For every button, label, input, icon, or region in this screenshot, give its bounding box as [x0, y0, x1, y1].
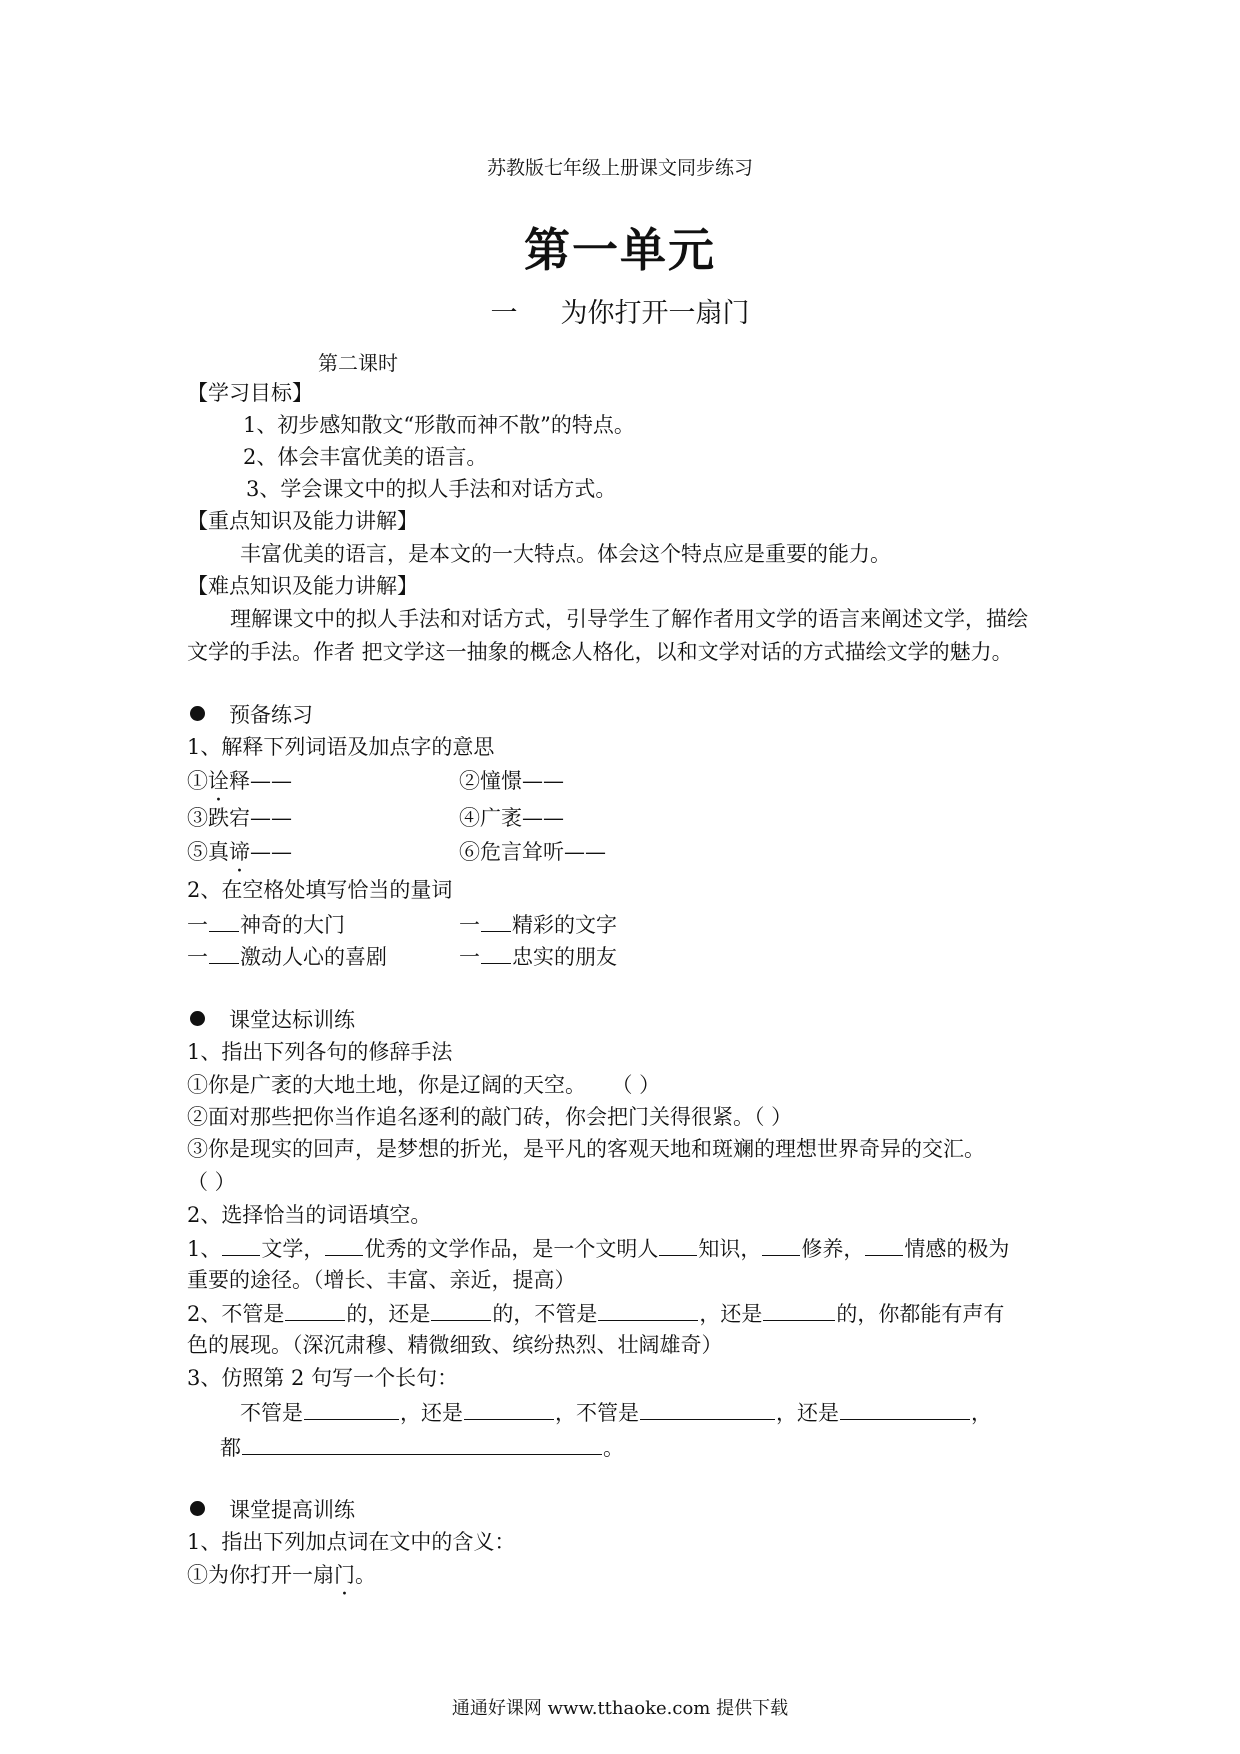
classroom-question-2: 2、选择恰当的词语填空。 — [187, 1203, 432, 1227]
fill-sentence-1: 1、 文学， 优秀的文学作品，是一个文明人 知识， 修养， 情感的极为 — [187, 1233, 1009, 1263]
imitation-sentence: 不管是 ，还是 ，不管是 ，还是 ， — [240, 1397, 992, 1427]
unit-title: 第一单元 — [524, 223, 716, 277]
measure-word-item-3: 一 激动人心的喜剧 — [187, 941, 387, 971]
measure-word-item-2: 一 精彩的文字 — [459, 909, 617, 939]
lesson-title: 为你打开一扇门 — [560, 298, 750, 329]
difficult-points-line-2: 文学的手法。作者 把文学这一抽象的概念人格化，以和文学对话的方式描绘文学的魅力。 — [187, 640, 1013, 664]
fill-blank[interactable] — [640, 1397, 775, 1420]
fill-blank[interactable] — [464, 1397, 554, 1420]
lesson-number: 一 — [490, 298, 518, 329]
fill-blank[interactable] — [209, 941, 239, 964]
answer-parens[interactable]: （ ） — [187, 1170, 236, 1194]
vocab-item-6: ⑥危言耸听—— — [459, 840, 606, 864]
fill-blank[interactable] — [222, 1233, 260, 1256]
vocab-item-1: ①诠释—— — [187, 769, 292, 793]
fill-sentence-2: 2、不管是 的，还是 的，不管是 ，还是 的，你都能有声有 — [187, 1298, 1004, 1328]
goal-item-1: 1、初步感知散文“形散而神不散”的特点。 — [243, 413, 635, 437]
classroom-question-3: 3、仿照第 2 句写一个长句： — [187, 1366, 459, 1390]
measure-word-item-1: 一 神奇的大门 — [187, 909, 345, 939]
bullet-icon — [190, 706, 205, 721]
answer-parens[interactable]: （ ） — [622, 1073, 661, 1097]
fill-blank[interactable] — [762, 1233, 800, 1256]
fill-blank[interactable] — [325, 1233, 363, 1256]
vocab-item-5: ⑤真谛—— — [187, 840, 292, 864]
advanced-item-1: ①为你打开一扇门。 — [187, 1563, 376, 1587]
difficult-points-line-1: 理解课文中的拟人手法和对话方式，引导学生了解作者用文学的语言来阐述文学，描绘 — [230, 607, 1028, 631]
fill-sentence-1-options: 重要的途径。（增长、丰富、亲近，提高） — [187, 1268, 576, 1292]
dotted-char: 门 — [334, 1563, 355, 1587]
fill-blank[interactable] — [481, 941, 511, 964]
difficult-points-heading: 【难点知识及能力讲解】 — [187, 574, 418, 598]
goal-item-3: 3、学会课文中的拟人手法和对话方式。 — [246, 477, 617, 501]
fill-blank[interactable] — [659, 1233, 697, 1256]
prep-question-2: 2、在空格处填写恰当的量词 — [187, 878, 453, 902]
fill-sentence-2-options: 色的展现。（深沉肃穆、精微细致、缤纷热烈、壮阔雄奇） — [187, 1333, 723, 1357]
advanced-section-heading: 课堂提高训练 — [190, 1496, 355, 1524]
answer-parens[interactable]: （ ） — [754, 1105, 793, 1129]
prep-question-1: 1、解释下列词语及加点字的意思 — [187, 735, 495, 759]
fill-blank[interactable] — [242, 1432, 602, 1455]
fill-blank[interactable] — [865, 1233, 903, 1256]
fill-blank[interactable] — [285, 1298, 345, 1321]
fill-blank[interactable] — [840, 1397, 970, 1420]
page-footer: 通通好课网 www.tthaoke.com 提供下载 — [451, 1698, 789, 1719]
goals-heading: 【学习目标】 — [187, 381, 313, 405]
fill-blank[interactable] — [598, 1298, 698, 1321]
rhetoric-sentence-1: ①你是广袤的大地土地，你是辽阔的天空。 （ ） — [187, 1073, 661, 1097]
document-subtitle: 苏教版七年级上册课文同步练习 — [486, 157, 753, 179]
prep-section-heading: 预备练习 — [190, 701, 313, 729]
fill-blank[interactable] — [304, 1397, 399, 1420]
vocab-item-2: ②憧憬—— — [459, 769, 564, 793]
dotted-char: 谛 — [229, 840, 250, 864]
goal-item-2: 2、体会丰富优美的语言。 — [243, 445, 488, 469]
vocab-item-4: ④广袤—— — [459, 806, 564, 830]
fill-blank[interactable] — [481, 909, 511, 932]
advanced-question-1: 1、指出下列加点词在文中的含义： — [187, 1530, 516, 1554]
key-points-heading: 【重点知识及能力讲解】 — [187, 509, 418, 533]
fill-blank[interactable] — [431, 1298, 491, 1321]
bullet-icon — [190, 1501, 205, 1516]
dotted-char: 诠 — [208, 769, 229, 793]
classroom-section-heading: 课堂达标训练 — [190, 1006, 355, 1034]
bullet-icon — [190, 1011, 205, 1026]
fill-blank[interactable] — [763, 1298, 835, 1321]
lesson-title-line — [0, 297, 1240, 331]
vocab-item-3: ③跌宕—— — [187, 806, 292, 830]
fill-blank[interactable] — [209, 909, 239, 932]
imitation-sentence-end: 都 。 — [220, 1432, 624, 1462]
measure-word-item-4: 一 忠实的朋友 — [459, 941, 617, 971]
key-points-text: 丰富优美的语言，是本文的一大特点。体会这个特点应是重要的能力。 — [240, 542, 891, 566]
classroom-question-1: 1、指出下列各句的修辞手法 — [187, 1040, 453, 1064]
rhetoric-sentence-3: ③你是现实的回声，是梦想的折光，是平凡的客观天地和斑斓的理想世界奇异的交汇。 — [187, 1137, 985, 1161]
rhetoric-sentence-2: ②面对那些把你当作追名逐利的敲门砖，你会把门关得很紧。（ ） — [187, 1105, 793, 1129]
period-label: 第二课时 — [318, 351, 398, 375]
